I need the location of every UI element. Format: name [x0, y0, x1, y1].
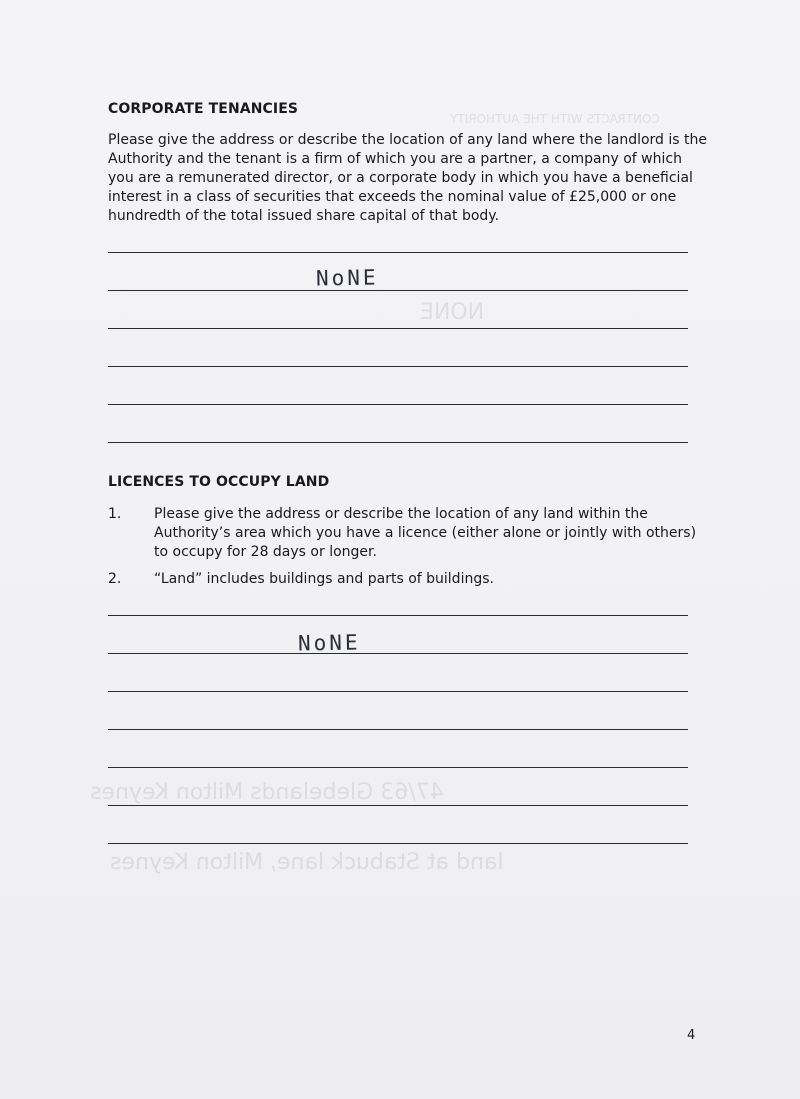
answer-line	[108, 691, 688, 692]
corporate-tenancies-answer: NoNE	[315, 265, 379, 291]
answer-line	[108, 805, 688, 806]
answer-line	[108, 252, 688, 253]
answer-line	[108, 290, 688, 291]
licences-answer: NoNE	[297, 630, 361, 656]
licences-item-1	[108, 505, 708, 563]
licences-heading: LICENCES TO OCCUPY LAND	[108, 474, 330, 490]
list-text: Please give the address or describe the location of any land within the Authority’s area which you have a licence (either alone or jointly with others) to occupy for 28 days or longer.	[154, 506, 697, 560]
show-through-decoration: 47/63 Glebelands Milton Keynes	[90, 780, 444, 805]
answer-line	[108, 366, 688, 367]
answer-line	[108, 404, 688, 405]
corporate-tenancies-heading: CORPORATE TENANCIES	[108, 101, 299, 117]
corporate-tenancies-text: Please give the address or describe the location of any land where the landlord is the Authority and the tenant is a firm of which you are a partner, a company of which you are a remunerated director, or a corporate body in which you have a beneficial interest in a class of securities that exceeds the nominal value of £25,000 or one hundredth of the total issued share capital of that body.	[108, 132, 707, 224]
list-text: “Land” includes buildings and parts of buildings.	[154, 571, 494, 587]
show-through-decoration: CONTRACTS WITH THE AUTHORITY	[450, 112, 660, 126]
answer-line	[108, 767, 688, 768]
list-number: 1.	[108, 506, 122, 522]
show-through-decoration: NONE	[420, 300, 485, 325]
list-number: 2.	[108, 571, 122, 587]
answer-line	[108, 729, 688, 730]
answer-line	[108, 843, 688, 844]
licences-item-2	[108, 570, 708, 590]
answer-line	[108, 615, 688, 616]
answer-line	[108, 442, 688, 443]
answer-line	[108, 328, 688, 329]
answer-line	[108, 653, 688, 654]
page-number: 4	[687, 1028, 696, 1043]
show-through-decoration: land at Stabuck lane, Milton Keynes	[110, 850, 504, 875]
